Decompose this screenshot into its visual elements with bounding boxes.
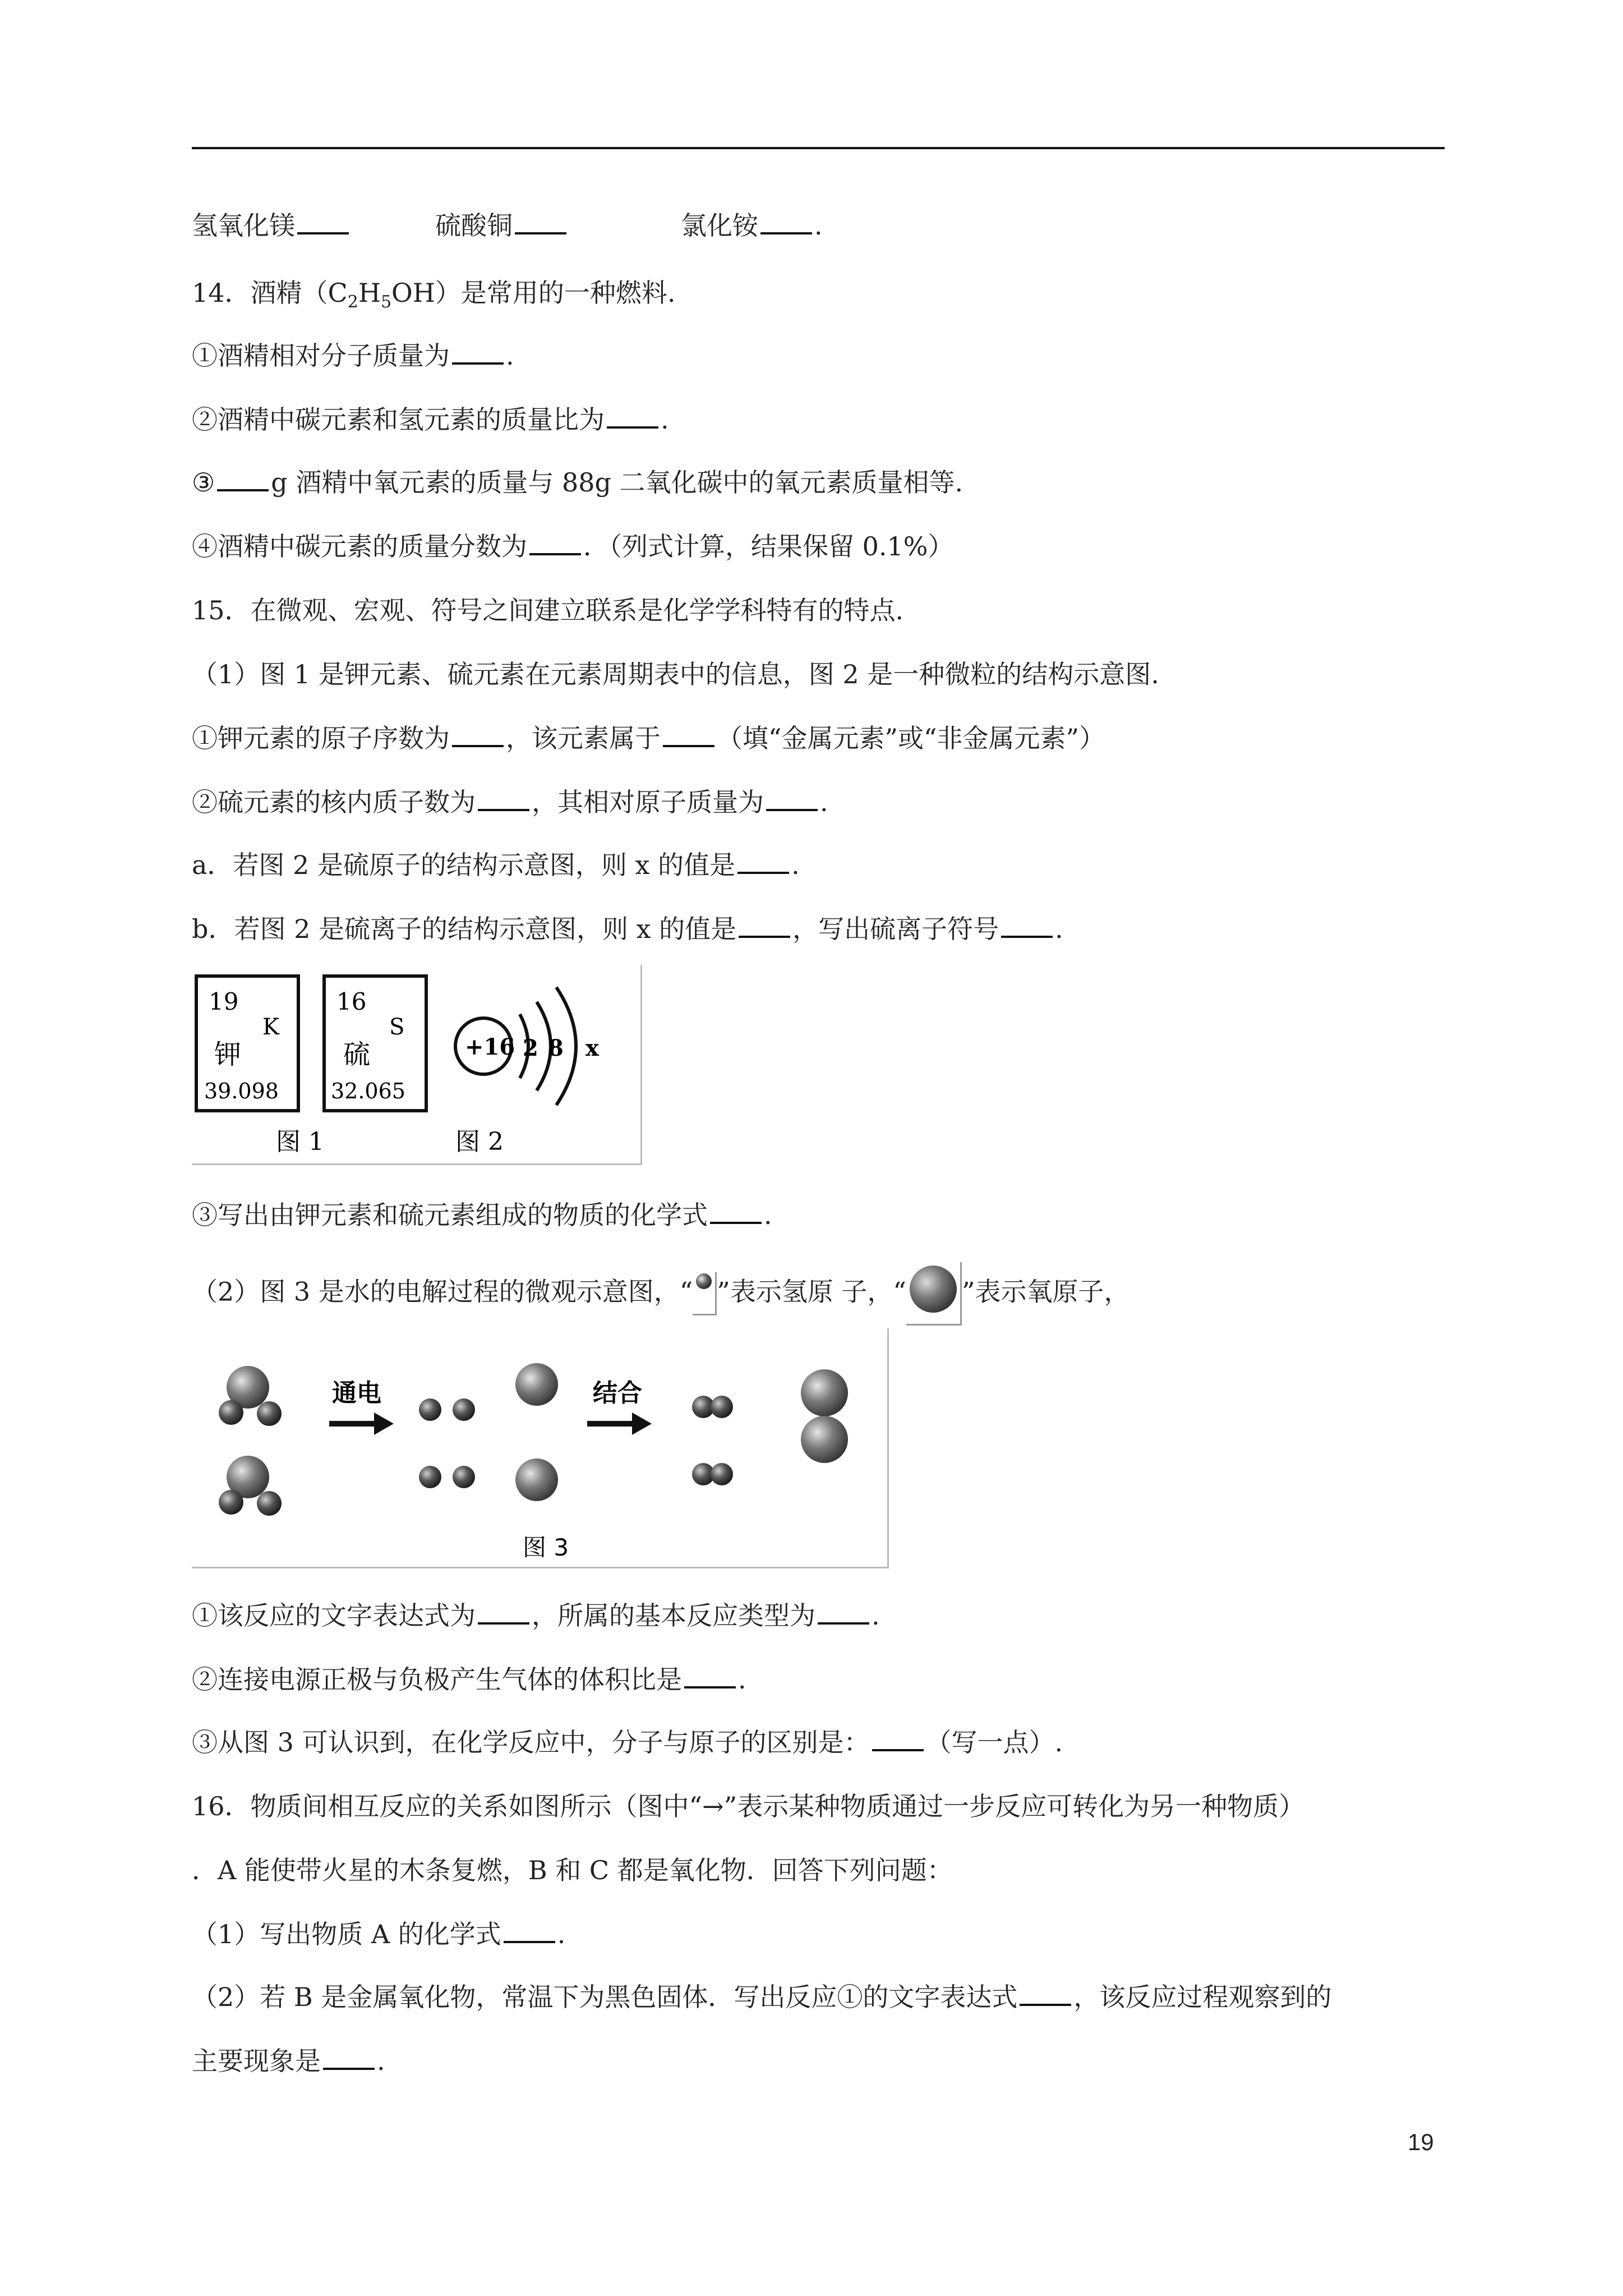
blank-label-copper-sulfate: 硫酸铜 [435, 210, 513, 241]
q15-reaction-2: ②连接电源正极与负极产生气体的体积比是 . [192, 1664, 746, 1695]
answer-blank[interactable] [737, 849, 789, 874]
answer-blank[interactable] [297, 210, 349, 234]
answer-blank[interactable] [504, 1918, 555, 1943]
q15-item-2: ②硫元素的核内质子数为 ，其相对原子质量为 . [192, 787, 828, 817]
q14-item-2: ②酒精中碳元素和氢元素的质量比为 . [192, 404, 669, 435]
q15-item-1: ①钾元素的原子序数为 ，该元素属于 （填“金属元素”或“非金属元素”） [192, 723, 1105, 753]
q15-item-b: b．若图 2 是硫离子的结构示意图，则 x 的值是 ，写出硫离子符号 . [192, 914, 1063, 944]
arrow-1-label: 通电 [332, 1379, 381, 1407]
q16-line-5: 主要现象是 . [192, 2046, 385, 2076]
q15-reaction-3: ③从图 3 可认识到，在化学反应中，分子与原子的区别是： （写一点）. [192, 1727, 1063, 1757]
s-name: 硫 [343, 1039, 371, 1070]
shell-1-electrons: 2 [523, 1035, 538, 1061]
hydrogen-molecule [692, 1463, 733, 1485]
atom-structure-diagram [455, 987, 600, 1105]
answer-blank[interactable] [766, 786, 818, 811]
water-molecule [219, 1456, 282, 1516]
hydrogen-atom-icon [693, 1272, 717, 1315]
answer-blank[interactable] [323, 2045, 375, 2070]
answer-blank[interactable] [452, 723, 504, 747]
answer-blank[interactable] [739, 913, 790, 938]
q16-line-4: （2）若 B 是金属氧化物，常温下为黑色固体．写出反应①的文字表达式 ，该反应过程观察到的 [192, 1982, 1332, 2012]
k-mass: 39.098 [204, 1079, 279, 1103]
answer-blank[interactable] [515, 210, 566, 234]
answer-blank[interactable] [760, 210, 812, 234]
element-card-s [324, 976, 426, 1111]
s-symbol: S [389, 1014, 405, 1040]
shell-2-electrons: 8 [548, 1035, 564, 1061]
answer-blank[interactable] [872, 1727, 924, 1751]
hydrogen-atom [419, 1466, 441, 1488]
figure-1-2 [192, 965, 642, 1165]
blank-label-mg-hydroxide: 氢氧化镁 [192, 210, 295, 241]
q16-line-3: （1）写出物质 A 的化学式 . [192, 1919, 566, 1949]
arrow-combination [587, 1379, 652, 1435]
q14-item-3: ③ g 酒精中氧元素的质量与 88g 二氧化碳中的氧元素质量相等. [192, 467, 963, 498]
page-number: 19 [1408, 2129, 1434, 2155]
answer-blank[interactable] [663, 723, 714, 747]
answer-blank[interactable] [217, 467, 269, 491]
q15-part-1: （1）图 1 是钾元素、硫元素在元素周期表中的信息，图 2 是一种微粒的结构示意图. [192, 659, 1159, 689]
oxygen-atom-icon [906, 1262, 962, 1326]
figure-3-caption: 图 3 [523, 1534, 569, 1561]
q16-line-1: 16．物质间相互反应的关系如图所示（图中“→”表示某种物质通过一步反应可转化为另一种物质） [192, 1791, 1305, 1821]
k-symbol: K [262, 1014, 279, 1040]
figure-1-caption: 图 1 [276, 1128, 324, 1156]
hydrogen-atom [419, 1398, 441, 1421]
s-mass: 32.065 [331, 1079, 405, 1103]
blank-label-ammonium-chloride: 氯化铵 [681, 210, 758, 241]
answer-blank[interactable] [529, 531, 581, 555]
k-atomic-number: 19 [209, 988, 239, 1015]
q15-reaction-1: ①该反应的文字表达式为 ，所属的基本反应类型为 . [192, 1600, 880, 1631]
q13-line: 氢氧化镁 硫酸铜 氯化铵 . [192, 210, 823, 241]
s-atomic-number: 16 [336, 988, 367, 1015]
header-rule [192, 147, 1445, 149]
q16-line-2: ．A 能使带火星的木条复燃，B 和 C 都是氧化物．回答下列问题： [192, 1855, 953, 1885]
answer-blank[interactable] [818, 1600, 869, 1625]
hydrogen-atom [453, 1398, 475, 1421]
arrow-electrolysis [329, 1379, 394, 1435]
nucleus-charge: +16 [465, 1034, 515, 1060]
answer-blank[interactable] [607, 404, 658, 429]
oxygen-atom [515, 1458, 558, 1501]
water-molecule [219, 1366, 282, 1426]
shell-3-electrons: x [585, 1035, 599, 1061]
q14-title: 14．酒精$(C_2H_5OH)$是常用的一种燃料. [192, 278, 676, 312]
hydrogen-molecule [692, 1396, 733, 1418]
element-card-k [196, 976, 298, 1111]
answer-blank[interactable] [684, 1664, 736, 1688]
oxygen-atom [515, 1363, 558, 1406]
k-name: 钾 [214, 1039, 242, 1070]
hydrogen-atom [453, 1466, 475, 1488]
q15-item-a: a．若图 2 是硫原子的结构示意图，则 x 的值是 . [192, 850, 800, 880]
oxygen-molecule [801, 1369, 848, 1463]
answer-blank[interactable] [452, 340, 504, 365]
q15-item-3: ③写出由钾元素和硫元素组成的物质的化学式 . [192, 1200, 772, 1230]
arrow-2-label: 结合 [593, 1379, 642, 1407]
q14-item-4: ④酒精中碳元素的质量分数为 ．（列式计算，结果保留 0.1%） [192, 531, 954, 562]
answer-blank[interactable] [1020, 1981, 1071, 2006]
q15-title: 15．在微观、宏观、符号之间建立联系是化学学科特有的特点. [192, 595, 904, 625]
q14-item-1: ①酒精相对分子质量为 . [192, 341, 514, 371]
answer-blank[interactable] [478, 1600, 529, 1625]
answer-blank[interactable] [710, 1199, 762, 1224]
figure-3 [192, 1328, 889, 1568]
answer-blank[interactable] [1001, 913, 1053, 938]
q15-part-2: （2）图 3 是水的电解过程的微观示意图，“ ”表示氢原 子，“ ”表示氧原子， [192, 1262, 1129, 1326]
answer-blank[interactable] [478, 786, 529, 811]
figure-2-caption: 图 2 [455, 1128, 504, 1156]
